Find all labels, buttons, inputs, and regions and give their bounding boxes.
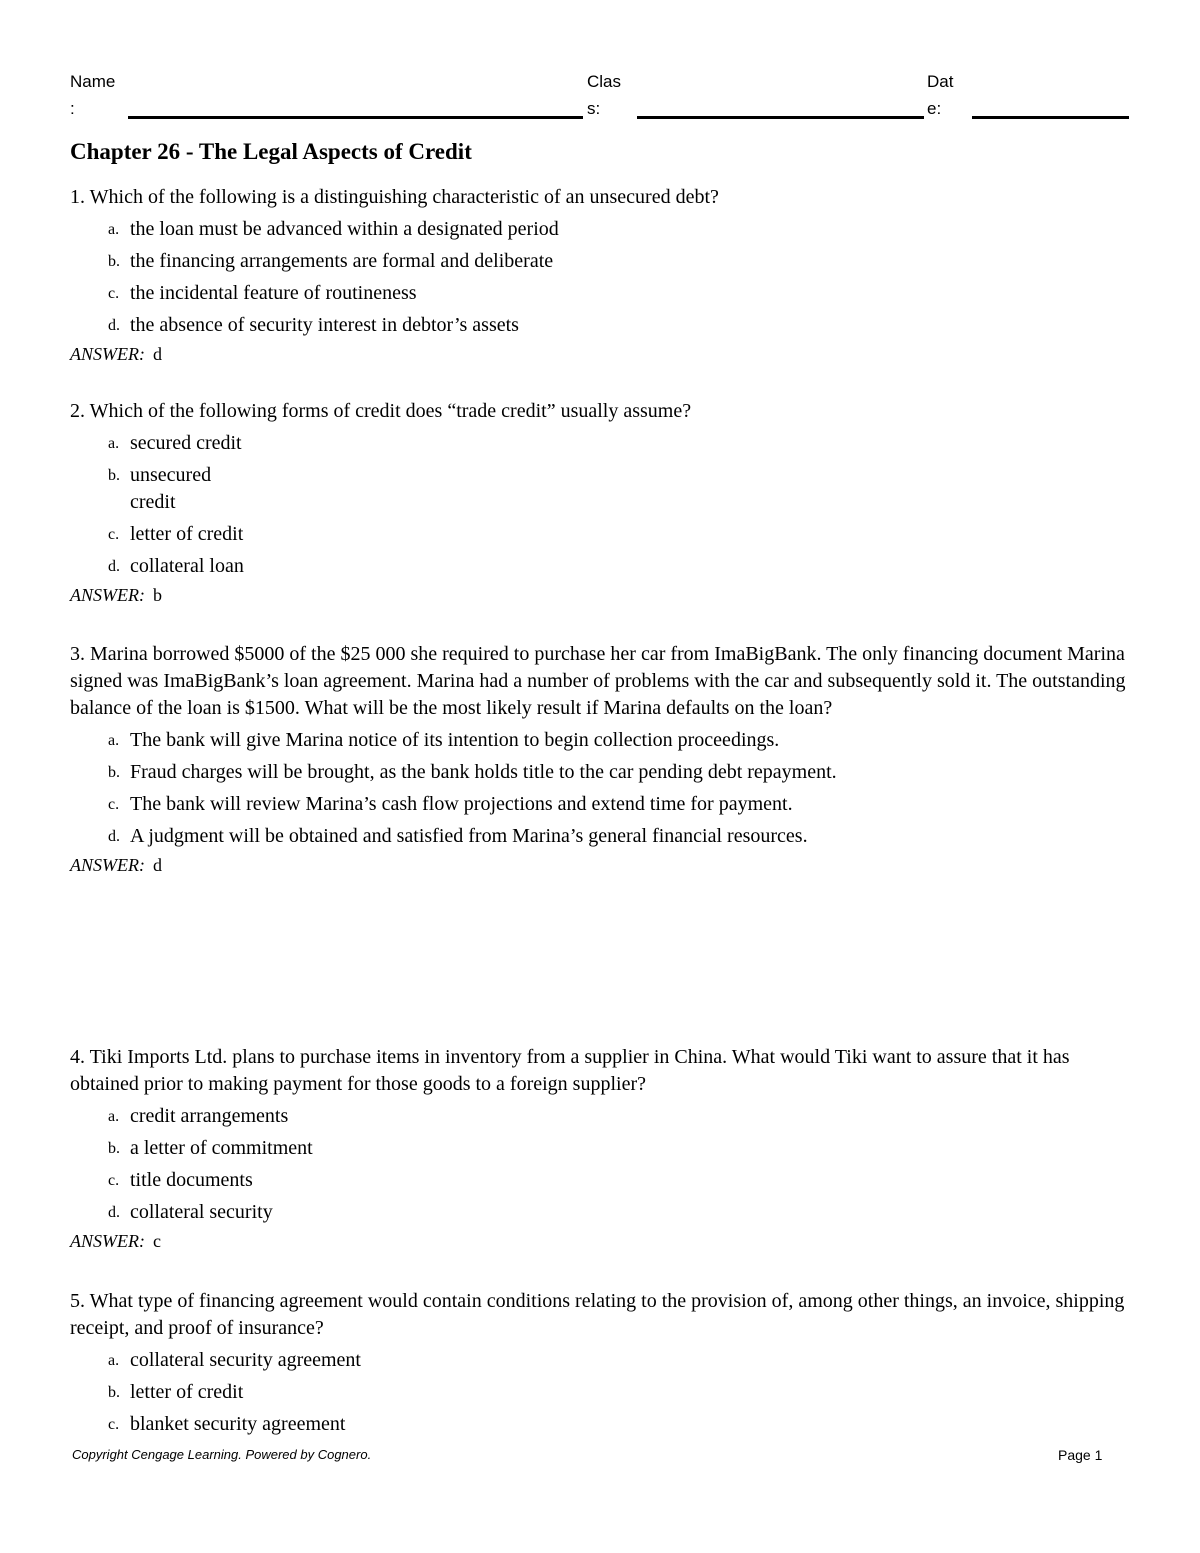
option-a: [108, 216, 1130, 243]
option-text: the loan must be advanced within a designated period: [130, 218, 559, 240]
date-label-bottom: e:: [927, 99, 942, 118]
answer-line: [70, 1228, 1130, 1255]
option-letter: d.: [108, 828, 120, 845]
page-title: Chapter 26 - The Legal Aspects of Credit: [70, 139, 472, 164]
option-letter: b.: [108, 764, 120, 781]
question-5: [70, 1288, 1130, 1438]
option-d: [108, 312, 1130, 339]
option-letter: d.: [108, 558, 120, 575]
option-c: [108, 1167, 1130, 1194]
option-letter: a.: [108, 435, 120, 452]
question-3: [70, 641, 1130, 879]
option-text: the incidental feature of routineness: [130, 282, 417, 304]
option-text: collateral security: [130, 1201, 273, 1223]
name-label-top: Name: [70, 72, 116, 91]
option-b: [108, 1135, 1130, 1162]
option-b: [108, 462, 1130, 516]
option-text: the absence of security interest in debtor’s assets: [130, 314, 519, 336]
option-text: credit arrangements: [130, 1105, 289, 1127]
class-label-bottom: s:: [587, 99, 601, 118]
option-letter: b.: [108, 1140, 120, 1157]
class-label-top: Clas: [587, 72, 622, 91]
option-a: [108, 727, 1130, 754]
question-stem: 1. Which of the following is a distinguishing characteristic of an unsecured debt?: [70, 186, 719, 208]
option-b: [108, 1379, 1130, 1406]
answer-value: b: [152, 585, 162, 605]
option-text: letter of credit: [130, 523, 244, 545]
option-letter: d.: [108, 1204, 120, 1221]
question-stem: 5. What type of financing agreement would contain conditions relating to the provision of, among other things, an invoice, shipping receipt, and proof of insurance?: [70, 1290, 1125, 1339]
option-text: A judgment will be obtained and satisfied from Marina’s general financial resources.: [130, 825, 808, 847]
option-d: [108, 1199, 1130, 1226]
option-text: collateral loan: [130, 555, 244, 577]
question-stem: 2. Which of the following forms of credit does “trade credit” usually assume?: [70, 400, 692, 422]
option-text: the financing arrangements are formal and deliberate: [130, 250, 554, 272]
date-label-top: Dat: [927, 72, 954, 91]
option-c: [108, 1411, 1130, 1438]
option-letter: a.: [108, 1108, 120, 1125]
option-letter: c.: [108, 1172, 120, 1189]
name-label-bottom: :: [70, 99, 75, 118]
option-letter: c.: [108, 526, 120, 543]
page-number: Page 1: [1058, 1447, 1103, 1463]
option-letter: b.: [108, 1384, 120, 1401]
option-letter: d.: [108, 317, 120, 334]
option-b: [108, 248, 1130, 275]
name-field[interactable]: [128, 116, 583, 119]
option-c: [108, 791, 1130, 818]
option-text: The bank will give Marina notice of its intention to begin collection proceedings.: [130, 729, 780, 751]
option-text: letter of credit: [130, 1381, 244, 1403]
option-a: [108, 430, 1130, 457]
answer-label: ANSWER:: [70, 344, 145, 364]
option-text: collateral security agreement: [130, 1349, 361, 1371]
option-text: unsecured credit: [130, 464, 212, 513]
option-letter: a.: [108, 732, 120, 749]
date-field[interactable]: [972, 116, 1129, 119]
copyright-footer: Copyright Cengage Learning. Powered by Cognero.: [72, 1447, 372, 1462]
answer-label: ANSWER:: [70, 855, 145, 875]
answer-label: ANSWER:: [70, 585, 145, 605]
answer-line: [70, 341, 1130, 368]
answer-value: c: [152, 1231, 161, 1251]
option-letter: c.: [108, 796, 120, 813]
answer-line: [70, 582, 1130, 609]
option-text: The bank will review Marina’s cash flow projections and extend time for payment.: [130, 793, 793, 815]
option-letter: a.: [108, 1352, 120, 1369]
question-stem: 3. Marina borrowed $5000 of the $25 000 she required to purchase her car from ImaBigBank. The only financing document Marina signed was ImaBigBank’s loan agreement. Marina had a number of problems with the car and subsequently sold it. The outstanding balance of the loan is $1500. What will be the most likely result if Marina defaults on the loan?: [70, 643, 1126, 719]
option-c: [108, 280, 1130, 307]
option-text: Fraud charges will be brought, as the bank holds title to the car pending debt repayment.: [130, 761, 837, 783]
option-letter: a.: [108, 221, 120, 238]
question-stem: 4. Tiki Imports Ltd. plans to purchase items in inventory from a supplier in China. What would Tiki want to assure that it has obtained prior to making payment for those goods to a foreign supplier?: [70, 1046, 1070, 1095]
option-text: secured credit: [130, 432, 242, 454]
option-a: [108, 1347, 1130, 1374]
answer-label: ANSWER:: [70, 1231, 145, 1251]
option-d: [108, 553, 1130, 580]
question-4: [70, 1044, 1130, 1255]
option-c: [108, 521, 1130, 548]
option-letter: c.: [108, 1416, 120, 1433]
answer-value: d: [152, 855, 162, 875]
answer-value: d: [152, 344, 162, 364]
option-letter: c.: [108, 285, 120, 302]
option-a: [108, 1103, 1130, 1130]
answer-line: [70, 852, 1130, 879]
option-text: blanket security agreement: [130, 1413, 346, 1435]
option-d: [108, 823, 1130, 850]
option-letter: b.: [108, 467, 120, 484]
question-1: [70, 184, 1130, 368]
option-text: title documents: [130, 1169, 253, 1191]
option-text: a letter of commitment: [130, 1137, 313, 1159]
question-2: [70, 398, 1130, 609]
option-letter: b.: [108, 253, 120, 270]
option-b: [108, 759, 1130, 786]
class-field[interactable]: [637, 116, 924, 119]
